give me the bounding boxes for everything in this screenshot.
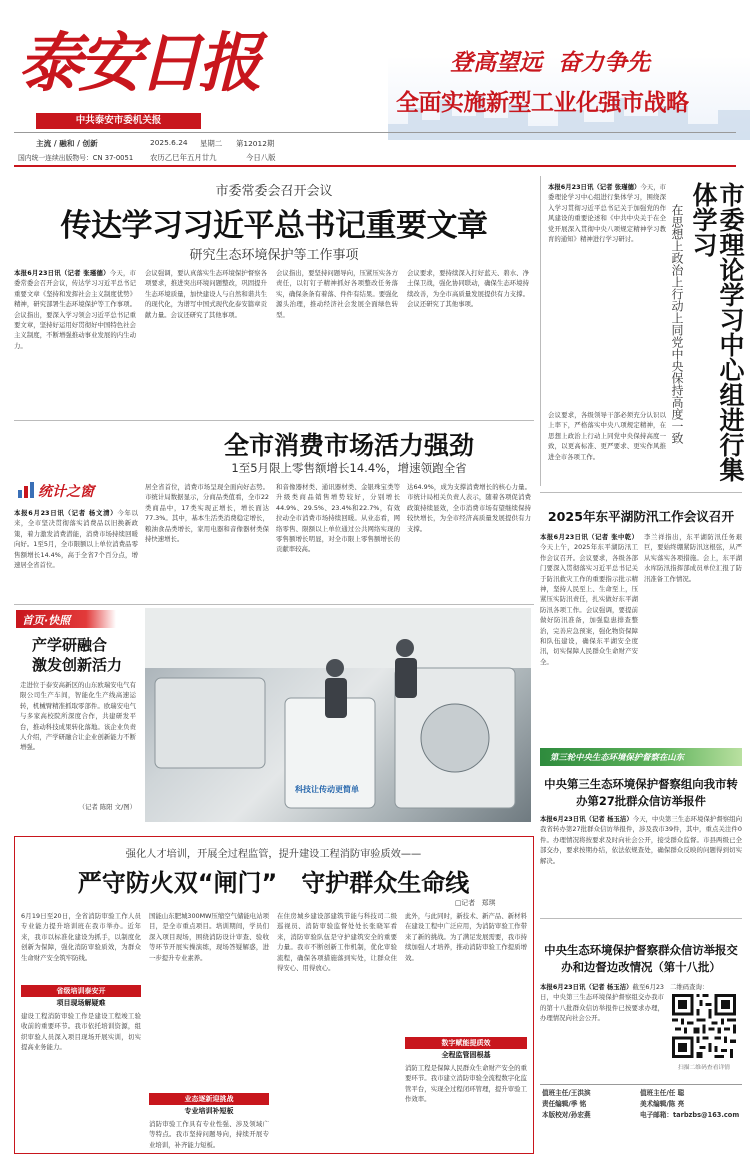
qr-note: 扫描二维码查看详情	[677, 1065, 731, 1071]
fire-column-4: 此外，与此同时，新技术、新产品、新材料在建设工程中广泛应用，为消防审验工作带来了新的挑战。为了满足发展需要，我市持续加强人才培养，推动消防审验工作提质增效。	[405, 912, 527, 962]
consumption-headline: 全市消费市场活力强劲	[223, 431, 474, 460]
flood-col2-text: 会议强调，要提前做好防汛准备，加强隐患排查整治，完善应急预案，强化物资保障和队伍建设，确保东平湖安全度汛，切实保障人民群众生命财产安全。	[540, 605, 639, 666]
feature-top-rule	[14, 604, 534, 605]
consumption-col1-text: 今年以来，全市坚决贯彻落实消费品以旧换新政策，着力激发消费潜能，消费市场持续回暖向好。1至5月，全市限额以上单位消费品零售额增长14.4%，高于全省7个百分点，增速居全省首位。	[14, 509, 138, 570]
flood-top-rule	[540, 492, 742, 493]
flood-col3-text: 李兰祥指出，东平湖防汛任务艰巨，要始终绷紧防汛这根弦，从严从实落实各项措施。	[644, 533, 742, 562]
right-dateline: 本报6月23日讯（记者 张瑾德）	[548, 183, 641, 191]
fire-headline: 严守防火双“闸门” 守护群众生命线	[77, 869, 470, 897]
lead-story	[14, 176, 534, 416]
green-banner	[540, 748, 742, 766]
consumption-story	[14, 420, 534, 596]
snapshot-label-text: 首页·快照	[22, 614, 71, 627]
lead-column-3: 会议指出，要坚持问题导向，压紧压实各方责任，以钉钉子精神抓好各项整改任务落实，确保条条有着落、件件有结果。要强化源头治理，推动经济社会发展全面绿色转型。	[276, 269, 398, 319]
fire-story	[14, 836, 534, 1154]
fire-column-1b: 建设工程消防审验工作是建设工程竣工验收前的重要环节。我市依托培训资源，组织审验人员深入项目现场开展实训，切实提高业务能力。	[21, 1012, 141, 1052]
lead-column-4: 会议要求，要持续深入打好蓝天、碧水、净土保卫战，强化协同联动，确保生态环境持续改善，为全市高质量发展提供有力支撑。会议还研究了其他事项。	[407, 269, 529, 309]
feature-headline-2: 激发创新活力	[32, 656, 123, 674]
weekday: 星期二	[200, 139, 223, 148]
consumption-column-3: 和音像器材类、通讯器材类、金银珠宝类等升级类商品销售增势较好，分别增长44.9%、29.5%、23.4%和22.7%，有效拉动全市消费市场持续回暖。从业态看，网络零售、限额以上单位通过公共网络实现的零售额增长明显，对全市限上零售额增长的贡献率较高。	[276, 483, 400, 554]
right-text-top: 今天，市委理论学习中心组进行集体学习，围绕深入学习贯彻习近平总书记关于加强党的作风建设的重要论述和《中共中央关于在全党开展深入贯彻中央八项规定精神学习教育的通知》精神进行学习研讨。	[548, 183, 666, 244]
lead-subhead: 研究生态环境保护等工作事项	[189, 248, 359, 263]
staff-box	[540, 1088, 742, 1140]
eco2-body: 截至6月23日，中央第三生态环境保护督察组交办我市的第十八批群众信访举报件已按要求办理，办理情况向社会公开。	[540, 983, 664, 1023]
newspaper-logo	[16, 10, 258, 105]
lead-column-1	[14, 268, 136, 416]
fire-box2-title: 业态逐新迎挑战	[149, 1093, 269, 1105]
story-divider	[14, 420, 534, 421]
publisher: 中共泰安市委机关报	[75, 115, 162, 126]
page-count: 今日八版	[246, 153, 276, 162]
lead-headline: 传达学习习近平总书记重要文章	[60, 208, 488, 244]
flood-story	[540, 492, 742, 742]
right-column-rule	[540, 176, 541, 486]
feature-headline-1: 产学研融合	[32, 636, 108, 654]
motto: 主流 / 融和 / 创新	[36, 139, 98, 148]
fire-column-4b: 消防工程是保障人民群众生命财产安全的重要环节。我市建立消防审验全流程数字化监管平台，实现全过程闭环管理，提升审验工作效率。	[405, 1064, 527, 1104]
lead-dateline: 本报6月23日讯（记者 张瑾德）	[14, 269, 110, 277]
photo-caption: 科技让传动更简单	[295, 785, 359, 794]
flood-col1-text: 今天上午，2025年东平湖防汛工作会议召开。会议要求，各级各部门要深入贯彻落实习近平总书记关于防汛救灾工作的重要指示批示精神，坚持人民至上、生命至上，压紧压实防汛责任，扎实做好东平湖防汛各项工作。	[540, 543, 638, 614]
snapshot-label	[16, 610, 116, 628]
fire-column-1: 6月19日至20日，全省消防审验工作人员专业能力提升培训班在我市举办。近年来，我市以标准化建设为抓手，以制度化创新为保障，强化消防审验质效，为群众生命财产安全筑牢防线。	[21, 912, 141, 962]
eco2-headline: 中央生态环境保护督察群众信访举报交办和边督边改情况（第十八批）	[544, 943, 738, 974]
logo-text: 泰安日报	[18, 26, 258, 101]
lunar-date: 农历乙巳年五月廿九	[150, 153, 217, 162]
feature-text: 走进位于泰安高新区的山东欧瑞安电气有限公司生产车间，智能化生产线高速运转，机械臂精准抓取零部件。欧瑞安电气与多家高校院所深度合作，共建研发平台，推动科技成果转化落地。该企业负责人介绍，产学研融合让企业创新能力不断增强。	[20, 681, 136, 752]
flood-col4-text: 会上，东平湖水库防汛指挥部成员单位汇报了防汛准备工作情况。	[644, 553, 743, 583]
fire-byline: □记者 郑琪	[455, 899, 496, 907]
staff-email: 电子邮箱：tarbzbs@163.com	[640, 1111, 740, 1119]
fire-column-2: 国能山东肥城300MW压缩空气储能电站项目，是全市重点项目。培训期间，学员们深入项目现场，围绕消防设计审查、验收等环节开展实操演练，现场答疑解惑，进一步提升专业素养。	[149, 912, 269, 962]
eco2-dateline: 本报6月23日讯（记者 杨玉洁）	[540, 983, 633, 991]
lead-column-2: 会议强调，要认真落实生态环境保护督察各项要求，推进突出环境问题整改，巩固提升生态环境质量，加快建设人与自然和谐共生的现代化，为谱写中国式现代化泰安篇章贡献力量。会议还研究了其他事项。	[145, 269, 267, 319]
fire-box1-title: 省级培训泰安开	[21, 985, 141, 997]
flood-headline: 2025年东平湖防汛工作会议召开	[547, 509, 735, 524]
qr-code[interactable]	[672, 994, 736, 1058]
consumption-dateline: 本报6月23日讯（记者 杨文清）	[14, 509, 118, 517]
masthead	[0, 0, 750, 168]
fire-box3-sub: 全程监管固根基	[441, 1051, 491, 1059]
right-story-subhead: 在思想上政治上行动上同党中央保持高度一致	[670, 204, 684, 444]
staff-responsible: 责任编辑/季 铭	[542, 1100, 587, 1108]
flood-column-1	[540, 532, 638, 740]
lead-col1-text: 今天，市委常委会召开会议，传达学习习近平总书记重要文章《坚持和发挥社会主义制度优势》精神，研究部署生态环境保护等工作事项。会议指出，要深入学习领会习近平总书记重要文章，坚持好运用好贯彻好中国特色社会主义制度，不断增强推动事业发展的内生动力。	[14, 269, 136, 350]
masthead-rule	[14, 132, 736, 133]
stats-logo-text: 统计之窗	[38, 484, 94, 500]
fire-box2-sub: 专业培训补短板	[184, 1107, 234, 1115]
consumption-column-1	[14, 508, 138, 594]
issue-date: 2025.6.24	[150, 138, 188, 147]
consumption-subhead: 1至5月限上零售额增长14.4%，增速领跑全省	[231, 461, 467, 475]
qr-label: 二维码查询：	[670, 983, 709, 991]
green-banner-text: 第三轮中央生态环境保护督察在山东	[550, 752, 684, 762]
eco1-text	[540, 814, 742, 910]
eco1-dateline: 本报6月23日讯（记者 杨玉洁）	[540, 815, 633, 823]
lead-kicker: 市委常委会召开会议	[215, 184, 333, 199]
feature-author: （记者 陈阳 文/图）	[78, 803, 136, 811]
right-story-headline: 市委理论学习中心组进行集体学习	[689, 182, 745, 482]
eco1-body: 今天，中央第三生态环境保护督察组向我省转办第27批群众信访举报件，涉及我市39件，其中，重点关注件0件。办理情况将按要求及时向社会公开，接受群众监督。市县两级已全部交办，要求按期办结，依法依规查处，确保群众反映的问题得到切实解决。	[540, 815, 742, 865]
factory-photo	[145, 608, 531, 822]
fire-box1-sub: 项目现场解疑难	[56, 999, 106, 1007]
staff-duty: 值班主任/任 聪	[640, 1089, 685, 1097]
staff-art: 美术编辑/陈 亮	[640, 1100, 685, 1108]
eco1-headline: 中央第三生态环境保护督察组向我市转办第27批群众信访举报件	[544, 777, 738, 808]
staff-proof: 本版校对/孙宏燕	[542, 1111, 591, 1119]
consumption-column-2: 居全省首位，消费市场呈现全面向好态势。市统计局数据显示，分商品类值看，全市22类商品中，17类实现正增长，增长面达77.3%。其中，基本生活类消费稳定增长，粮油食品类增长，家用电器和音像器材类保持快速增长。	[145, 483, 269, 544]
fire-box3-title: 数字赋能提质效	[405, 1037, 527, 1049]
chart-icon	[16, 480, 36, 500]
right-story-text-bottom: 会议要求，各级领导干部必须充分认识以上率下，严格落实中央八项规定精神，在思想上政治上行动上同党中央保持高度一致，以更高标准、更严要求、更实作风推进全市各项工作。	[548, 411, 666, 461]
stats-window-logo	[16, 478, 102, 504]
staff-rule	[540, 1084, 742, 1085]
right-story	[540, 176, 745, 486]
eco-divider	[540, 918, 742, 919]
staff-chief: 值班主任/王洪滨	[542, 1089, 591, 1097]
slogan-line2: 全面实施新型工业化强市战略	[396, 90, 689, 116]
fire-column-3: 在住房城乡建设部建筑节能与科技司二级巡视员、消防审验监督处处长张晓军看来，消防审验队伍是守护建筑安全的重要力量。我市不断创新工作机制，优化审验流程，确保各项措施落到实处，让群众住得安心、用得放心。	[277, 912, 397, 973]
flood-dateline: 本报6月23日讯（记者 张中乾）	[540, 533, 638, 541]
feature-story	[14, 604, 534, 830]
flood-column-2	[644, 532, 742, 740]
masthead-bottom-rule	[14, 165, 736, 167]
consumption-column-4: 达64.9%，成为支撑消费增长的核心力量。市统计局相关负责人表示，随着各项促消费政策持续显效，全市消费市场有望继续保持较快增长，为全市经济高质量发展提供有力支撑。	[407, 483, 531, 533]
fire-intro: 强化人才培训，开展全过程监管，提升建设工程消防审验质效——	[125, 849, 422, 860]
right-story-text-top	[548, 182, 666, 406]
cn-number: 国内统一连续出版物号：CN 37-0051	[18, 154, 134, 162]
fire-column-2b: 消防审验工作具有专业性强、涉及领域广等特点。我市坚持问题导向，持续开展专业培训，补齐能力短板。	[149, 1120, 269, 1149]
slogan-line1: 登高望远 奋力争先	[450, 50, 651, 76]
eco-section	[540, 748, 742, 1144]
issue-number: 第12012期	[236, 139, 275, 148]
eco2-text	[540, 982, 664, 1056]
